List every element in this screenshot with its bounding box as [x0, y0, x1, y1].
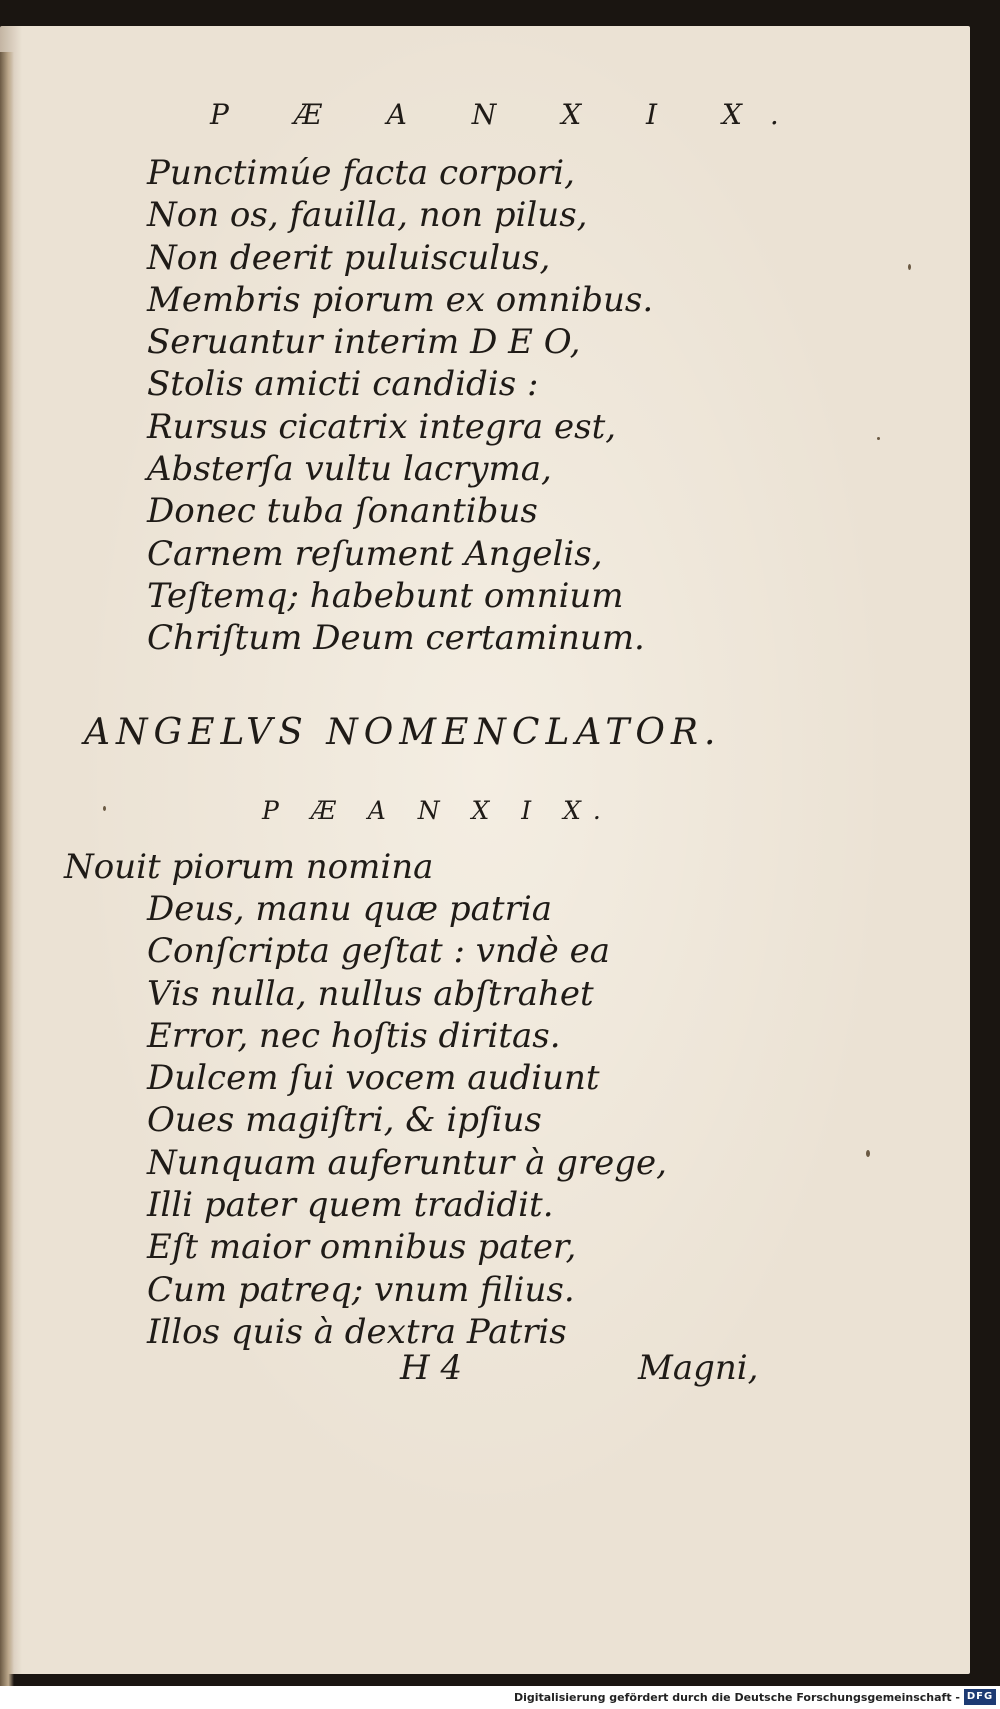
verse-line: Non deerit puluisculus,	[147, 237, 551, 278]
verse-line: Nunquam auferuntur à grege,	[147, 1142, 667, 1183]
book-page	[0, 26, 970, 1674]
paper-speck	[103, 806, 106, 811]
catchword: Magni,	[638, 1348, 759, 1388]
verse-block-2	[147, 888, 667, 1353]
verse-line: Stolis amicti candidis :	[147, 364, 539, 405]
verse-line: Oues magiſtri, & ipſius	[147, 1100, 542, 1141]
verse-line: Illi pater quem tradidit.	[147, 1185, 554, 1226]
verse-line: Absterſa vultu lacryma,	[147, 449, 552, 490]
paper-speck	[866, 1150, 870, 1157]
funding-credit: Digitalisierung gefördert durch die Deutsche Forschungsgemeinschaft -	[513, 1691, 960, 1704]
verse-line: Vis nulla, nullus abſtrahet	[147, 973, 594, 1014]
verse-line: Carnem reſument Angelis,	[147, 533, 603, 574]
verse-line: Conſcripta geſtat : vndè ea	[147, 931, 610, 972]
paper-speck	[877, 437, 880, 440]
verse-line: Non os, fauilla, non pilus,	[147, 195, 588, 236]
signature-mark: H 4	[400, 1348, 463, 1388]
verse-line: Error, nec hoſtis diritas.	[147, 1015, 561, 1056]
verse-line: Teſtemq; habebunt omnium	[147, 575, 624, 616]
verse-line: Deus, manu quæ patria	[147, 889, 552, 929]
verse-line: Illos quis à dextra Patris	[147, 1311, 567, 1352]
running-head: P Æ A N X I X.	[210, 98, 807, 131]
verse-line: Dulcem ſui vocem audiunt	[147, 1058, 600, 1099]
section-subtitle: P Æ A N X I X.	[262, 796, 613, 825]
verse-line: Eſt maior omnibus pater,	[147, 1227, 577, 1268]
verse-block-1	[147, 152, 653, 660]
footer-bar	[0, 1686, 1000, 1709]
verse-line: Chriſtum Deum certaminum.	[147, 618, 645, 659]
dfg-logo: DFG	[964, 1689, 996, 1705]
paper-speck	[908, 264, 911, 270]
verse-line: Seruantur interim D E O,	[147, 322, 581, 363]
verse-line: Punctimúe facta corpori,	[147, 153, 575, 193]
section-first-line: Nouit piorum nomina	[64, 847, 434, 887]
verse-line: Rursus cicatrix integra est,	[147, 406, 617, 447]
page-text-area	[0, 26, 970, 1674]
verse-line: Membris piorum ex omnibus.	[147, 279, 654, 320]
verse-line: Cum patreq; vnum filius.	[147, 1269, 575, 1310]
section-title: ANGELVS NOMENCLATOR.	[84, 712, 722, 753]
verse-line: Donec tuba ſonantibus	[147, 491, 538, 532]
